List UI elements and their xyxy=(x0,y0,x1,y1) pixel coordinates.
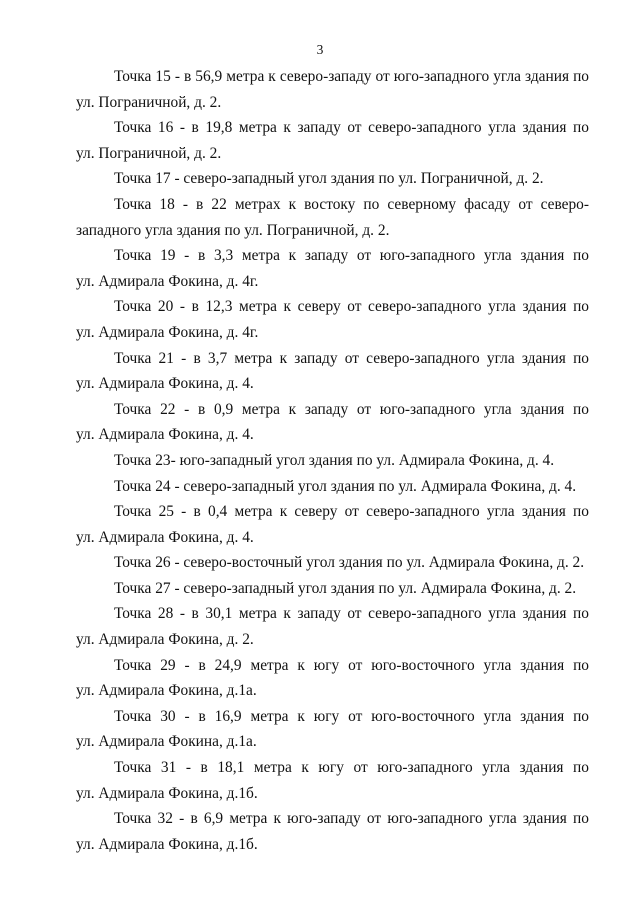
paragraph-first-line: Точка 24 - северо-западный угол здания по ул. Адмирала Фокина, д. 4. xyxy=(114,477,577,495)
paragraph-first-line: Точка 22 - в 0,9 метра к западу от юго-западного угла здания по xyxy=(114,400,589,418)
paragraph xyxy=(76,448,589,474)
paragraph-first-line: Точка 18 - в 22 метрах к востоку по северному фасаду от северо- xyxy=(114,195,589,213)
paragraph xyxy=(76,294,589,345)
paragraph-first-line: Точка 32 - в 6,9 метра к юго-западу от юго-западного угла здания по xyxy=(114,810,589,828)
paragraph-line: ул. Адмирала Фокина, д. 4г. xyxy=(76,323,259,341)
paragraph-first-line: Точка 16 - в 19,8 метра к западу от северо-западного угла здания по xyxy=(114,119,589,137)
paragraph-first-line: Точка 25 - в 0,4 метра к северу от северо-западного угла здания по xyxy=(114,503,589,521)
paragraph xyxy=(76,397,589,448)
paragraph-line: западного угла здания по ул. Пограничной, д. 2. xyxy=(76,221,390,239)
paragraph-first-line: Точка 26 - северо-восточный угол здания по ул. Адмирала Фокина, д. 2. xyxy=(114,554,585,572)
paragraph-line: ул. Адмирала Фокина, д.1б. xyxy=(76,784,258,802)
paragraph xyxy=(76,550,589,576)
paragraph-first-line: Точка 17 - северо-западный угол здания по ул. Пограничной, д. 2. xyxy=(114,170,544,188)
paragraph-first-line: Точка 28 - в 30,1 метра к западу от северо-западного угла здания по xyxy=(114,605,589,623)
paragraph-line: ул. Адмирала Фокина, д. 4г. xyxy=(76,272,259,290)
paragraph xyxy=(76,499,589,550)
paragraph xyxy=(76,474,589,500)
paragraph xyxy=(76,576,589,602)
paragraph-line: ул. Адмирала Фокина, д. 4. xyxy=(76,375,254,393)
paragraph-first-line: Точка 23- юго-западный угол здания по ул. Адмирала Фокина, д. 4. xyxy=(114,451,555,469)
paragraph-first-line: Точка 21 - в 3,7 метра к западу от северо-западного угла здания по xyxy=(114,349,589,367)
paragraph xyxy=(76,64,589,115)
paragraph-first-line: Точка 15 - в 56,9 метра к северо-западу от юго-западного угла здания по xyxy=(114,68,589,85)
paragraph-line: ул. Адмирала Фокина, д. 2. xyxy=(76,631,254,649)
paragraph xyxy=(76,704,589,755)
paragraph-line: ул. Адмирала Фокина, д. 4. xyxy=(76,528,254,546)
paragraph-first-line: Точка 29 - в 24,9 метра к югу от юго-восточного угла здания по xyxy=(114,656,589,674)
paragraph xyxy=(76,346,589,397)
page-number: 3 xyxy=(316,42,324,57)
paragraph-first-line: Точка 20 - в 12,3 метра к северу от северо-западного угла здания по xyxy=(114,298,589,316)
paragraph xyxy=(76,653,589,704)
paragraph-line: ул. Пограничной, д. 2. xyxy=(76,93,222,111)
paragraph-first-line: Точка 27 - северо-западный угол здания по ул. Адмирала Фокина, д. 2. xyxy=(114,579,577,597)
paragraph-first-line: Точка 31 - в 18,1 метра к югу от юго-западного угла здания по xyxy=(114,759,589,777)
paragraph-line: ул. Адмирала Фокина, д.1а. xyxy=(76,733,257,751)
paragraph-line: ул. Адмирала Фокина, д. 4. xyxy=(76,426,254,444)
paragraph-first-line: Точка 19 - в 3,3 метра к западу от юго-западного угла здания по xyxy=(114,247,589,265)
paragraph xyxy=(76,166,589,192)
paragraph xyxy=(76,243,589,294)
paragraph xyxy=(76,755,589,806)
paragraph-first-line: Точка 30 - в 16,9 метра к югу от юго-восточного угла здания по xyxy=(114,707,589,725)
paragraph-line: ул. Пограничной, д. 2. xyxy=(76,144,222,162)
paragraph xyxy=(76,192,589,243)
document-body xyxy=(76,64,589,857)
paragraph-line: ул. Адмирала Фокина, д.1а. xyxy=(76,682,257,700)
paragraph xyxy=(76,115,589,166)
paragraph-line: ул. Адмирала Фокина, д.1б. xyxy=(76,835,258,853)
paragraph xyxy=(76,806,589,857)
paragraph xyxy=(76,601,589,652)
